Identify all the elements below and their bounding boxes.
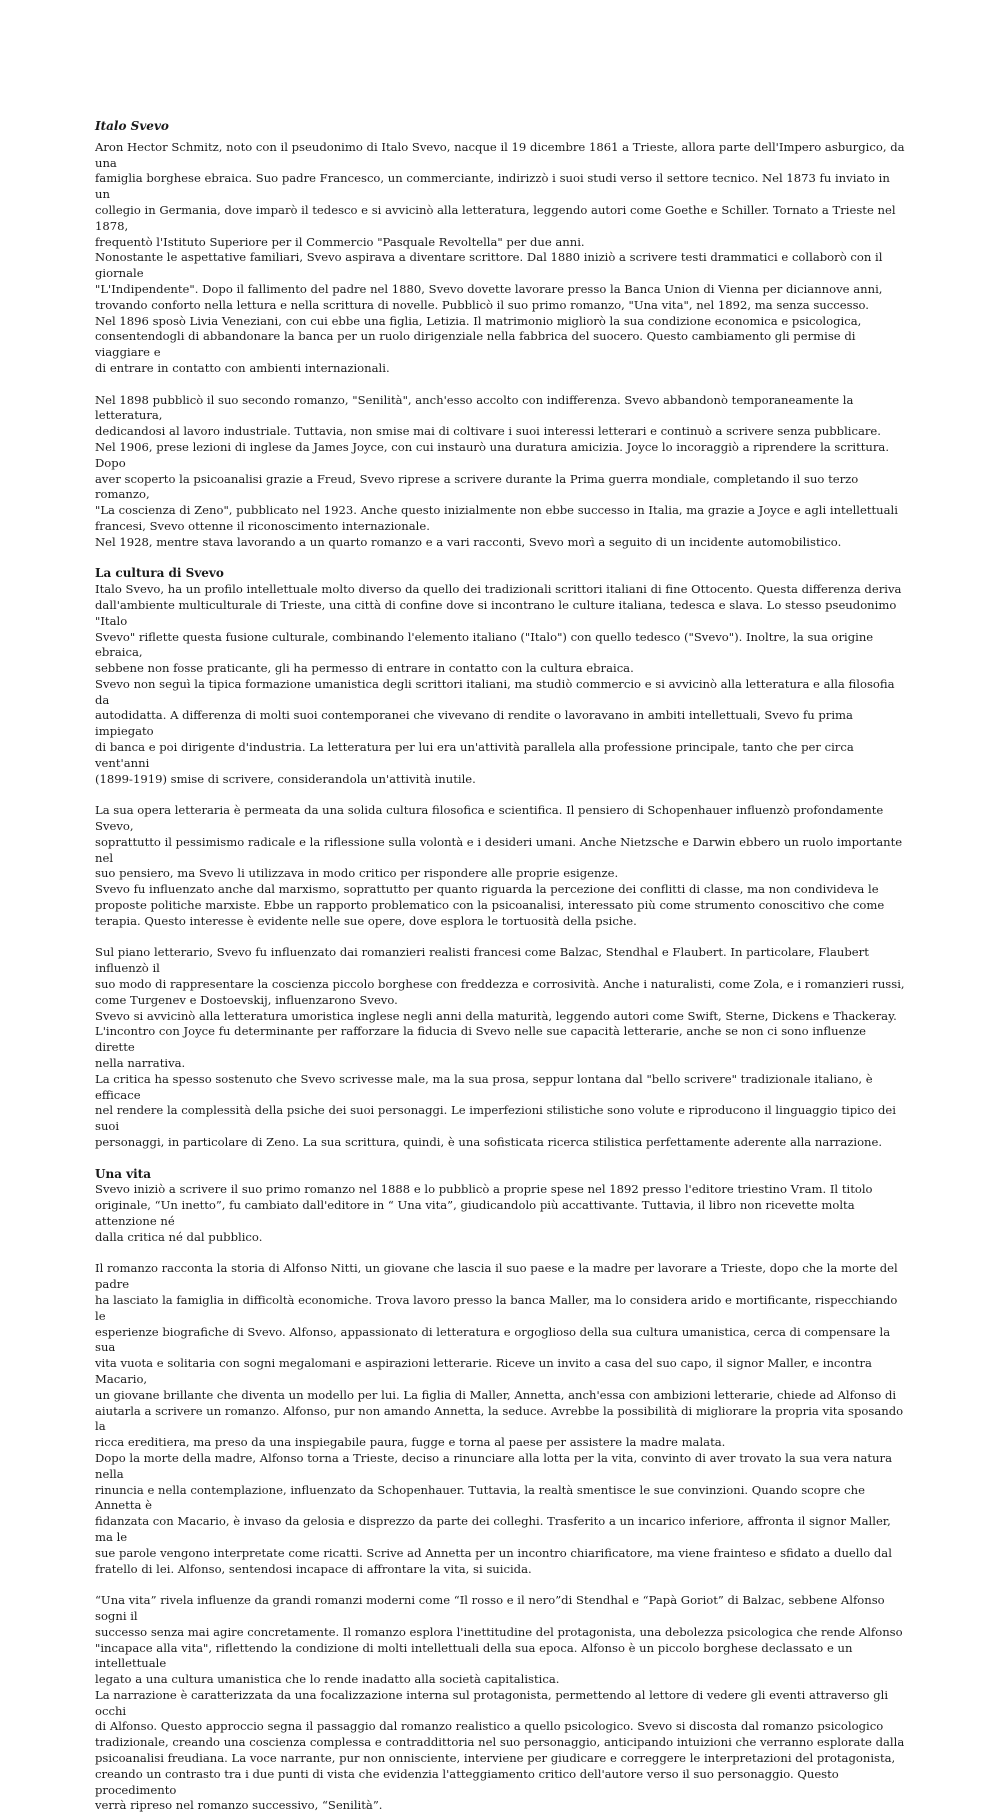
spacer	[95, 1151, 907, 1167]
paragraph: Nel 1898 pubblicò il suo secondo romanzo, "Senilità", anch'esso accolto con indifferenza. Svevo abbandonò temporaneamente la letteratura, dedicandosi al lavoro industriale. Tuttavia, non smise mai di coltivare i suoi interessi letterari e continuò a scrivere senza pubblicare.	[95, 392, 881, 439]
section-heading-cultura: La cultura di Svevo	[95, 566, 224, 581]
spacer	[95, 1246, 907, 1262]
paragraph: La narrazione è caratterizzata da una focalizzazione interna sul protagonista, permettendo al lettore di vedere gli eventi attraverso gli occhi di Alfonso. Questo approccio segna il passaggio dal romanzo realistico a quello psicologico. Svevo si discosta dal romanzo psicologico tradizionale, creando una coscienza complessa e contraddittoria nel suo personaggio, anticipando intuizioni che verranno esplorate dalla psicoanalisi freudiana. La voce narrante, pur non onnisciente, interviene per giudicare e correggere le interpretazioni del protagonista, creando un contrasto tra i due punti di vista che evidenzia l'atteggiamento critico dell'autore verso il suo personaggio. Questo procedimento verrà ripreso nel romanzo successivo, “Senilità”.	[95, 1687, 905, 1813]
spacer	[95, 930, 907, 946]
paragraph: Il romanzo racconta la storia di Alfonso Nitti, un giovane che lascia il suo paese e la madre per lavorare a Trieste, dopo che la morte del padre ha lasciato la famiglia in difficoltà economiche. Trova lavoro presso la banca Maller, ma lo considera arido e mortificante, rispecchiando le esperienze biografiche di Svevo. Alfonso, appassionato di letteratura e orgoglioso della sua cultura umanistica, cerca di compensare la sua vita vuota e solitaria con sogni megalomani e aspirazioni letterarie. Riceve un invito a casa del suo capo, il signor Maller, e incontra Macario, un giovane brillante che diventa un modello per lui. La figlia di Maller, Annetta, anch'essa con ambizioni letterarie, chiede ad Alfonso di aiutarla a scrivere un romanzo. Alfonso, pur non amando Annetta, la seduce. Avrebbe la possibilità di migliorare la propria vita sposando la ricca ereditiera, ma preso da una inspiegabile paura, fugge e torna al paese per assistere la madre malata.	[95, 1261, 904, 1450]
paragraph: Sul piano letterario, Svevo fu influenzato dai romanzieri realisti francesi come Balzac, Stendhal e Flaubert. In particolare, Flaubert influenzò il suo modo di rappresentare la coscienza piccolo borghese con freddezza e corrosività. Anche i naturalisti, come Zola, e i romanzieri russi, come Turgenev e Dostoevskij, influenzarono Svevo.	[95, 945, 905, 1007]
paragraph: Svevo non seguì la tipica formazione umanistica degli scrittori italiani, ma studiò commercio e si avvicinò alla letteratura e alla filosofia da autodidatta. A differenza di molti suoi contemporanei che vivevano di rendite o lavoravano in ambiti intellettuali, Svevo fu prima impiegato di banca e poi dirigente d'industria. La letteratura per lui era un'attività parallela alla professione principale, tanto che per circa vent'anni (1899-1919) smise di scrivere, considerandola un'attività inutile.	[95, 676, 895, 786]
paragraph: Svevo iniziò a scrivere il suo primo romanzo nel 1888 e lo pubblicò a proprie spese nel 1892 presso l'editore triestino Vram. Il titolo originale, “Un inetto”, fu cambiato dall'editore in “ Una vita”, giudicandolo più accattivante. Tuttavia, il libro non ricevette molta attenzione né dalla critica né dal pubblico.	[95, 1182, 873, 1244]
spacer	[95, 377, 907, 393]
spacer	[95, 551, 907, 567]
paragraph: La critica ha spesso sostenuto che Svevo scrivesse male, ma la sua prosa, seppur lontana dal "bello scrivere" tradizionale italiano, è efficace nel rendere la complessità della psiche dei suoi personaggi. Le imperfezioni stilistiche sono volute e riproducono il linguaggio tipico dei suoi personaggi, in particolare di Zeno. La sua scrittura, quindi, è una sofisticata ricerca stilistica perfettamente aderente alla narrazione.	[95, 1071, 896, 1149]
spacer	[95, 787, 907, 803]
document-page	[95, 119, 907, 1814]
paragraph: Nel 1906, prese lezioni di inglese da James Joyce, con cui instaurò una duratura amicizia. Joyce lo incoraggiò a riprendere la scrittura. Dopo aver scoperto la psicoanalisi grazie a Freud, Svevo riprese a scrivere durante la Prima guerra mondiale, completando il suo terzo romanzo, "La coscienza di Zeno", pubblicato nel 1923. Anche questo inizialmente non ebbe successo in Italia, ma grazie a Joyce e agli intellettuali francesi, Svevo ottenne il riconoscimento internazionale.	[95, 439, 898, 533]
paragraph: Nel 1928, mentre stava lavorando a un quarto romanzo e a vari racconti, Svevo morì a seguito di un incidente automobilistico.	[95, 534, 842, 549]
paragraph: Svevo fu influenzato anche dal marxismo, soprattutto per quanto riguarda la percezione dei conflitti di classe, ma non condivideva le proposte politiche marxiste. Ebbe un rapporto problematico con la psicoanalisi, interessato più come strumento conoscitivo che come terapia. Questo interesse è evidente nelle sue opere, dove esplora le tortuosità della psiche.	[95, 882, 885, 928]
paragraph: La sua opera letteraria è permeata da una solida cultura filosofica e scientifica. Il pensiero di Schopenhauer influenzò profondamente Svevo, soprattutto il pessimismo radicale e la riflessione sulla volontà e i desideri umani. Anche Nietzsche e Darwin ebbero un ruolo importante nel suo pensiero, ma Svevo li utilizzava in modo critico per rispondere alle proprie esigenze.	[95, 803, 903, 881]
paragraph: “Una vita” rivela influenze da grandi romanzi moderni come “Il rosso e il nero”di Stendhal e “Papà Goriot” di Balzac, sebbene Alfonso sogni il successo senza mai agire concretamente. Il romanzo esplora l'inettitudine del protagonista, una debolezza psicologica che rende Alfonso "incapace alla vita", riflettendo la condizione di molti intellettuali della sua epoca. Alfonso è un piccolo borghese declassato e un intellettuale legato a una cultura umanistica che lo rende inadatto alla società capitalistica.	[95, 1593, 903, 1687]
paragraph: Nonostante le aspettative familiari, Svevo aspirava a diventare scrittore. Dal 1880 iniziò a scrivere testi drammatici e collaborò con il giornale "L'Indipendente". Dopo il fallimento del padre nel 1880, Svevo dovette lavorare presso la Banca Union di Vienna per diciannove anni, trovando conforto nella lettura e nella scrittura di novelle. Pubblicò il suo primo romanzo, "Una vita", nel 1892, ma senza successo.	[95, 250, 883, 312]
paragraph: Dopo la morte della madre, Alfonso torna a Trieste, deciso a rinunciare alla lotta per la vita, convinto di aver trovato la sua vera natura nella rinuncia e nella contemplazione, influenzato da Schopenhauer. Tuttavia, la realtà smentisce le sue convinzioni. Quando scopre che Annetta è fidanzata con Macario, è invaso da gelosia e disprezzo da parte dei colleghi. Trasferito a un incarico inferiore, affronta il signor Maller, ma le sue parole vengono interpretate come ricatti. Scrive ad Annetta per un incontro chiarificatore, ma viene frainteso e sfidato a duello dal fratello di lei. Alfonso, sentendosi incapace di affrontare la vita, si suicida.	[95, 1450, 892, 1576]
document-title: Italo Svevo	[95, 119, 169, 133]
paragraph: Aron Hector Schmitz, noto con il pseudonimo di Italo Svevo, nacque il 19 dicembre 1861 a Trieste, allora parte dell'Impero asburgico, da una famiglia borghese ebraica. Suo padre Francesco, un commerciante, indirizzò i suoi studi verso il settore tecnico. Nel 1873 fu inviato in un collegio in Germania, dove imparò il tedesco e si avvicinò alla letteratura, leggendo autori come Goethe e Schiller. Tornato a Trieste nel 1878, frequentò l'Istituto Superiore per il Commercio "Pasquale Revoltella" per due anni.	[95, 139, 905, 249]
spacer	[95, 1577, 907, 1593]
section-heading-una-vita: Una vita	[95, 1166, 151, 1181]
paragraph: Svevo si avvicinò alla letteratura umoristica inglese negli anni della maturità, leggendo autori come Swift, Sterne, Dickens e Thackeray. L'incontro con Joyce fu determinante per rafforzare la fiducia di Svevo nelle sue capacità letterarie, anche se non ci sono influenze dirette nella narrativa.	[95, 1008, 897, 1071]
paragraph: Italo Svevo, ha un profilo intellettuale molto diverso da quello dei tradizionali scrittori italiani di fine Ottocento. Questa differenza deriva dall'ambiente multiculturale di Trieste, una città di confine dove si incontrano le culture italiana, tedesca e slava. Lo stesso pseudonimo "Italo Svevo" riflette questa fusione culturale, combinando l'elemento italiano ("Italo") con quello tedesco ("Svevo"). Inoltre, la sua origine ebraica, sebbene non fosse praticante, gli ha permesso di entrare in contatto con la cultura ebraica.	[95, 582, 902, 676]
paragraph: Nel 1896 sposò Livia Veneziani, con cui ebbe una figlia, Letizia. Il matrimonio migliorò la sua condizione economica e psicologica, consentendogli di abbandonare la banca per un ruolo dirigenziale nella fabbrica del suocero. Questo cambiamento gli permise di viaggiare e di entrare in contatto con ambienti internazionali.	[95, 313, 862, 375]
